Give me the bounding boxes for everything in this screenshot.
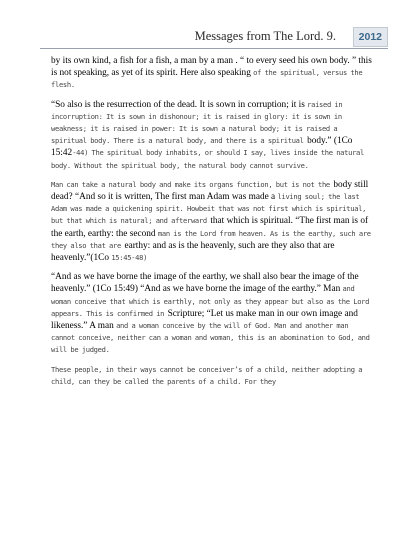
text-run: by its own kind, a fish for a fish, a man by a man . “ to every seed his own body. ” this is not speaking, as yet of its spirit. Here also speaking	[51, 56, 372, 79]
text-run: “And as we have borne the image of the earthy, we shall also bear the image of the heavenly.” (1Co 15:49) “And as we have borne the image of the earthy.” Man	[51, 272, 359, 295]
text-run: and woman conceive that which is earthly, not only as they appear but also as the Lord appears. This is confirmed in	[51, 284, 370, 318]
text-run: raised in incorruption: It is sown in dishonour; it is raised in glory: it is sown in weakness; it is raised in power: It is sown a natural body; it is raised a spiritual body. There is a natural body, and there is a spiritual	[51, 99, 343, 146]
text-run: of the spiritual, versus the flesh.	[51, 68, 363, 90]
text-run: -44) The spiritual body inhabits, or should I say, lives inside the natural body. Without the spiritual body, the natural body cannot survive.	[51, 148, 364, 170]
year-badge: 2012	[353, 27, 388, 47]
header-title: Messages from The Lord. 9.	[194, 29, 336, 43]
text-run: living soul; the last Adam was made a quickening spirit. Howbeit that was not first which is spiritual, but that which is natural; and afterward	[51, 192, 367, 226]
text-run: “So also is the resurrection of the dead. It is sown in corruption; it is	[51, 99, 308, 110]
text-run: Scripture; “Let us make man in our own image and likeness.” A man	[51, 308, 358, 332]
text-run: 15:45-48)	[111, 253, 148, 263]
text-run: Man can take a natural body and make its organs function, but is not the	[51, 179, 334, 189]
text-run: body.” (1Co 15:42	[51, 136, 353, 159]
page-header	[40, 26, 388, 49]
paragraph	[51, 99, 373, 172]
paragraph	[51, 55, 373, 92]
document-body	[51, 55, 373, 395]
text-run: These people, in their ways cannot be conceiver’s of a child, neither adopting a child, can they be called the parents of a child. For they	[51, 364, 363, 386]
text-run: body still dead? “And so it is written, The first man Adam was made a	[51, 179, 369, 203]
text-run: earthy: and as is the heavenly, such are they also that are heavenly.”(1Co	[51, 240, 335, 264]
paragraph	[51, 271, 373, 356]
paragraph	[51, 179, 373, 264]
text-run: man is the Lord from heaven. As is the earthy, such are they also that are	[51, 228, 371, 250]
text-run: that which is spiritual. “The first man is of the earth, earthy: the second	[51, 216, 369, 239]
paragraph	[51, 364, 373, 388]
text-run: and a woman conceive by the will of God. Man and another man cannot conceive, neither can a woman and woman, this is an abomination to God, and will be judged.	[51, 321, 370, 355]
